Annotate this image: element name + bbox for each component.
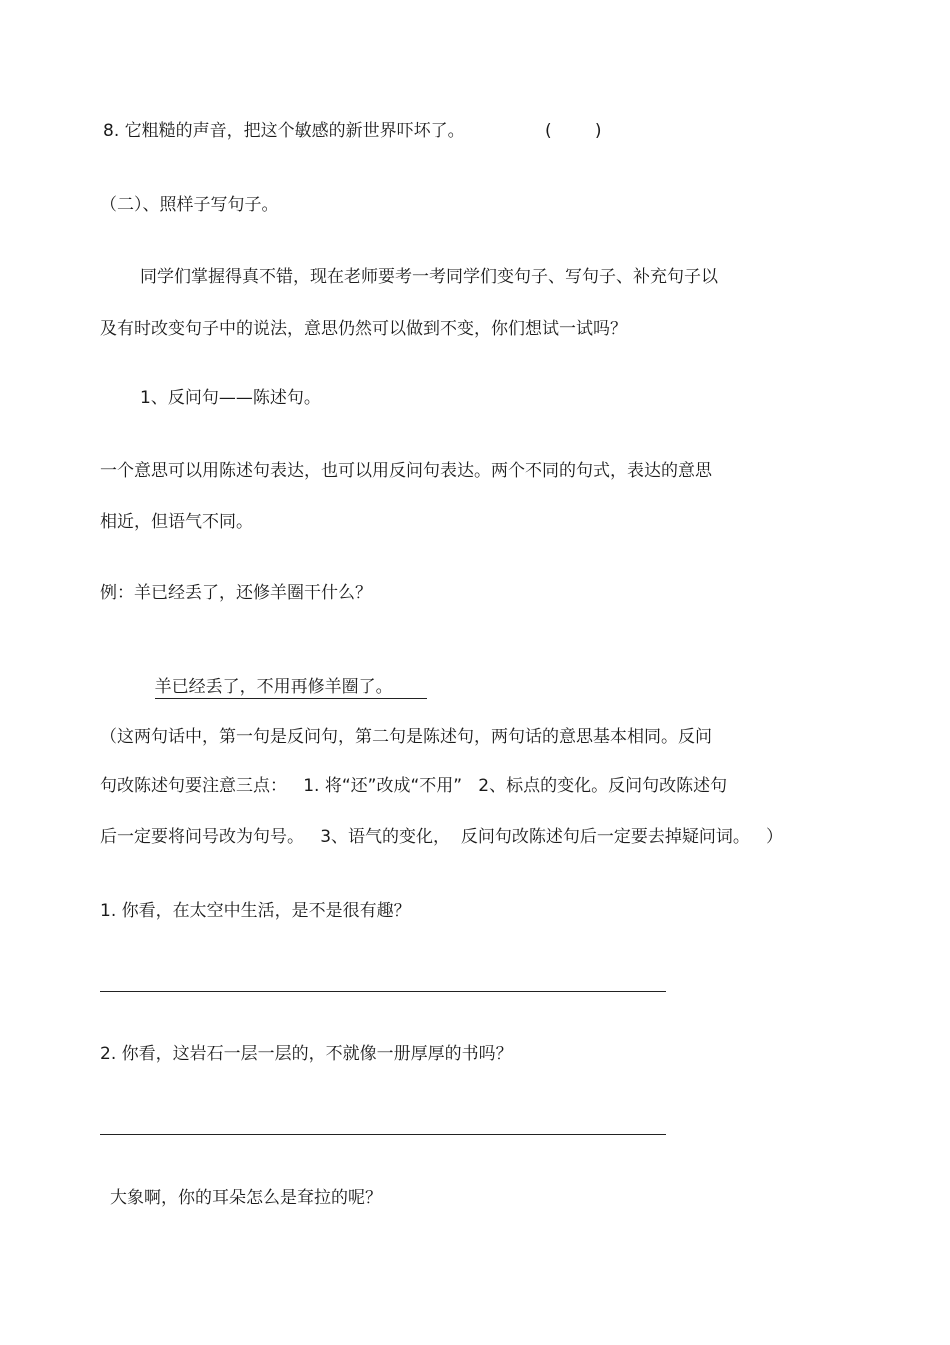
explanation-line-2: 相近，但语气不同。 — [100, 512, 253, 532]
question-8: 8. 它粗糙的声音，把这个敏感的新世界吓坏了。 — [103, 121, 465, 141]
note-line-2: 句改陈述句要注意三点： 1. 将“还”改成“不用” 2、标点的变化。反问句改陈述句 — [100, 776, 728, 796]
explanation-line-1: 一个意思可以用陈述句表达，也可以用反问句表达。两个不同的句式，表达的意思 — [100, 461, 712, 481]
example-answer-text: 羊已经丢了，不用再修羊圈了。 — [155, 677, 427, 699]
note-line-3: 后一定要将问号改为句号。 3、语气的变化， 反问句改陈述句后一定要去掉疑问词。 ） — [100, 827, 784, 847]
example-answer — [133, 654, 427, 720]
intro-text-line-1: 同学们掌握得真不错，现在老师要考一考同学们变句子、写句子、补充句子以 — [140, 267, 718, 287]
example-question: 例：羊已经丢了，还修羊圈干什么？ — [100, 583, 372, 603]
exercise-3: 大象啊，你的耳朵怎么是耷拉的呢？ — [110, 1188, 382, 1208]
exercise-2: 2. 你看，这岩石一层一层的，不就像一册厚厚的书吗？ — [100, 1044, 513, 1064]
intro-text-line-2: 及有时改变句子中的说法，意思仍然可以做到不变，你们想试一试吗？ — [100, 319, 627, 339]
section-2-title: （二）、照样子写句子。 — [100, 195, 279, 215]
question-8-answer-parentheses: ( ) — [545, 121, 602, 141]
note-line-1: （这两句话中，第一句是反问句，第二句是陈述句，两句话的意思基本相同。反问 — [100, 727, 712, 747]
exercise-1-answer-line[interactable] — [100, 991, 666, 992]
exercise-1: 1. 你看，在太空中生活，是不是很有趣？ — [100, 901, 411, 921]
subsection-1-title: 1、反问句——陈述句。 — [140, 388, 321, 408]
exercise-2-answer-line[interactable] — [100, 1134, 666, 1135]
